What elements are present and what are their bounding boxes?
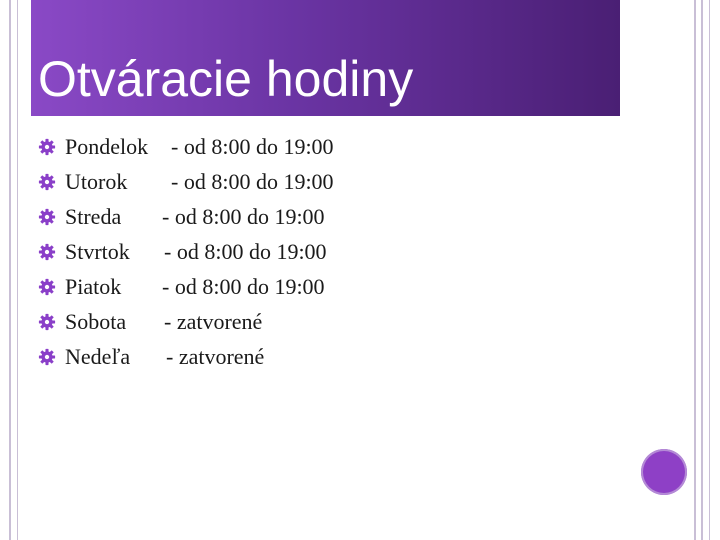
gear-icon [38,243,56,261]
decorative-circle [641,449,687,495]
right-frame-line [694,0,696,540]
slide-title: Otváracie hodiny [38,51,414,107]
day-label: Streda [65,204,122,229]
hours-value: - od 8:00 do 19:00 [171,134,334,159]
gear-icon [38,348,56,366]
hours-value: - od 8:00 do 19:00 [162,274,325,299]
hours-value: - od 8:00 do 19:00 [162,204,325,229]
day-label: Pondelok [65,134,149,159]
right-frame-line [709,0,710,540]
day-label: Sobota [65,309,127,334]
day-label: Utorok [65,169,128,194]
gear-icon [38,278,56,296]
gear-icon [38,313,56,331]
hours-value: - od 8:00 do 19:00 [171,169,334,194]
day-label: Nedeľa [65,344,131,369]
left-frame-line [9,0,11,540]
day-label: Stvrtok [65,239,130,264]
left-frame-line [17,0,18,540]
gear-icon [38,208,56,226]
gear-icon [38,173,56,191]
hours-value: - zatvorené [166,344,265,369]
hours-value: - od 8:00 do 19:00 [164,239,327,264]
gear-icon [38,138,56,156]
hours-value: - zatvorené [164,309,263,334]
right-frame-line [701,0,703,540]
day-label: Piatok [65,274,122,299]
